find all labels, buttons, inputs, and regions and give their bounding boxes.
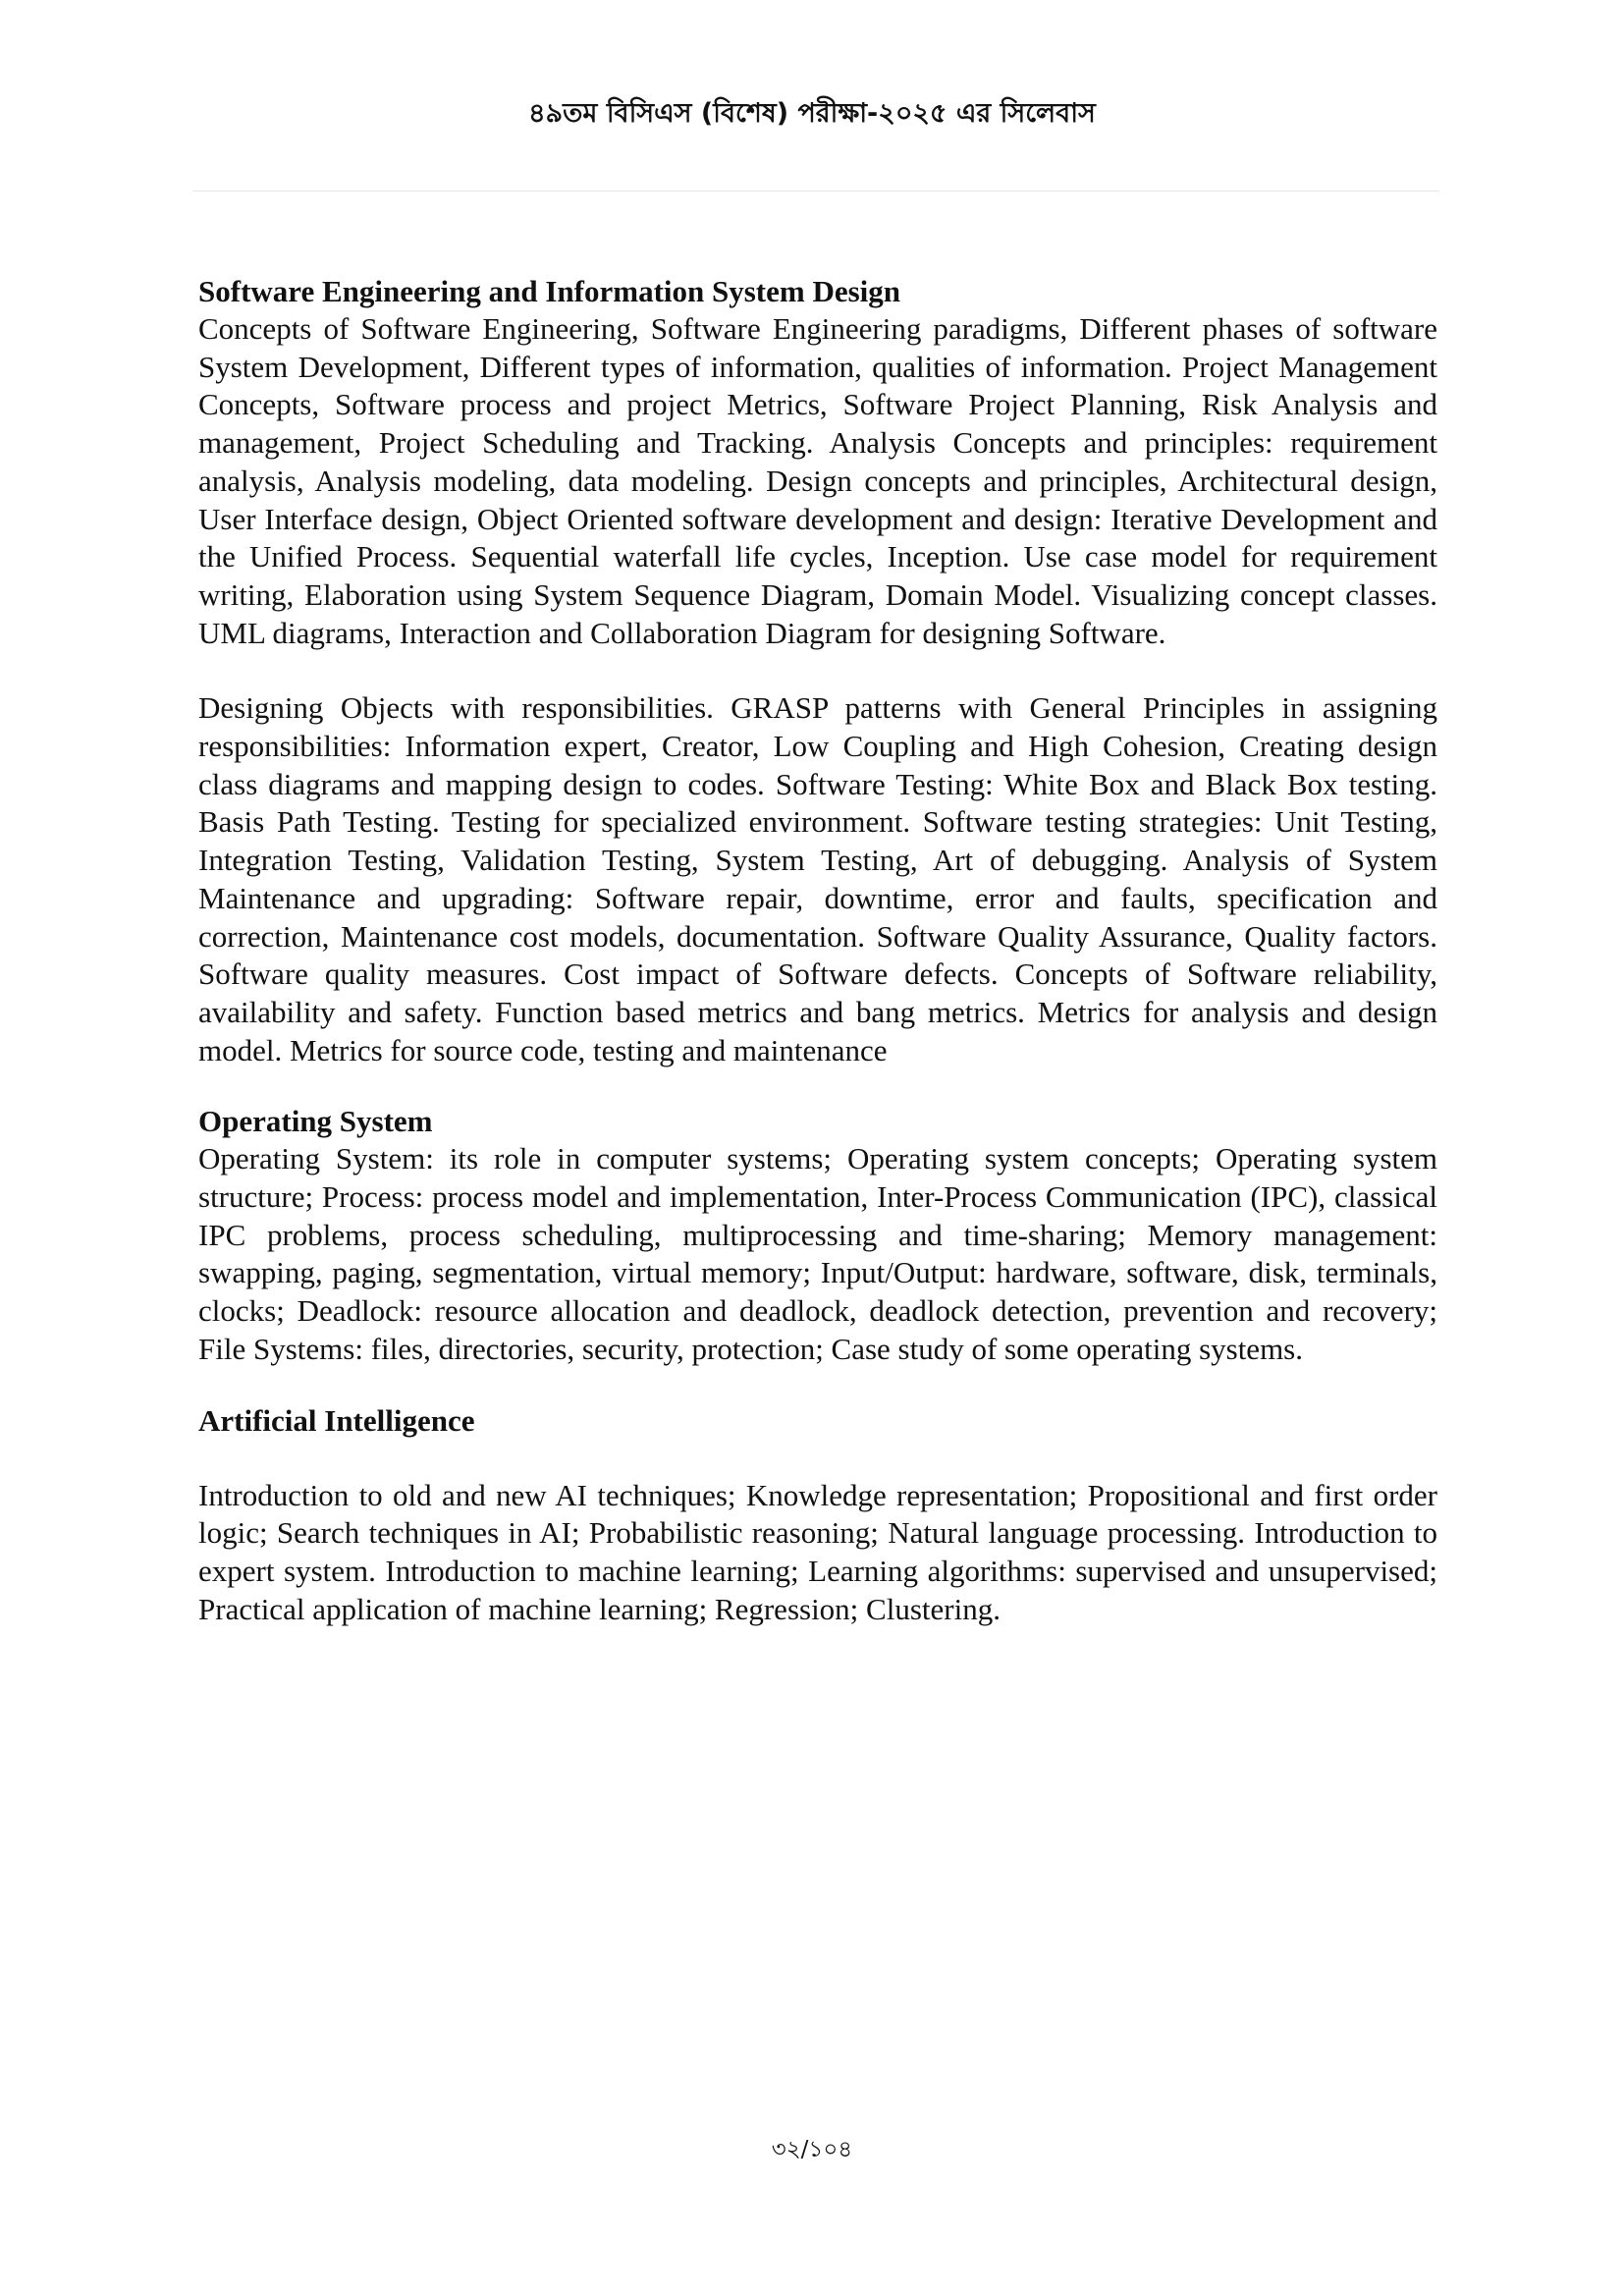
- section-spacer: [198, 1069, 1437, 1103]
- section-artificial-intelligence: [198, 1402, 1437, 1629]
- section-paragraph: Designing Objects with responsibilities. GRASP patterns with General Principles in assigning responsibilities: Information expert, Creator, Low Coupling and High Cohesion, Creating design class diagrams and mapping design to codes. Software Testing: White Box and Black Box testing. Basis Path Testing. Testing for specialized environment. Software testing strategies: Unit Testing, Integration Testing, Validation Testing, System Testing, Art of debugging. Analysis of System Maintenance and upgrading: Software repair, downtime, error and faults, specification and correction, Maintenance cost models, documentation. Software Quality Assurance, Quality factors. Software quality measures. Cost impact of Software defects. Concepts of Software reliability, availability and safety. Function based metrics and bang metrics. Metrics for analysis and design model. Metrics for source code, testing and maintenance: [198, 690, 1437, 1067]
- section-paragraph: Concepts of Software Engineering, Software Engineering paradigms, Different phases of software System Development, Different types of information, qualities of information. Project Management Concepts, Software process and project Metrics, Software Project Planning, Risk Analysis and management, Project Scheduling and Tracking. Analysis Concepts and principles: requirement analysis, Analysis modeling, data modeling. Design concepts and principles, Architectural design, User Interface design, Object Oriented software development and design: Iterative Development and the Unified Process. Sequential waterfall life cycles, Inception. Use case model for requirement writing, Elaboration using System Sequence Diagram, Domain Model. Visualizing concept classes. UML diagrams, Interaction and Collaboration Diagram for designing Software.: [198, 311, 1437, 650]
- section-software-engineering: [198, 273, 1437, 1069]
- page-number: ৩২/১০৪: [771, 2137, 853, 2162]
- document-body: [198, 273, 1437, 1628]
- section-paragraph: Introduction to old and new AI techniques; Knowledge representation; Propositional and first order logic; Search techniques in AI; Probabilistic reasoning; Natural language processing. Introduction to expert system. Introduction to machine learning; Learning algorithms: supervised and unsupervised; Practical application of machine learning; Regression; Clustering.: [198, 1477, 1437, 1626]
- section-title: Operating System: [198, 1104, 433, 1139]
- page-header-title: ৪৯তম বিসিএস (বিশেষ) পরীক্ষা-২০২৫ এর সিলেবাস: [528, 98, 1096, 129]
- section-spacer: [198, 1369, 1437, 1402]
- section-title: Software Engineering and Information System Design: [198, 274, 901, 308]
- section-operating-system: [198, 1103, 1437, 1368]
- section-title: Artificial Intelligence: [198, 1402, 475, 1438]
- paragraph-spacer: [198, 652, 1437, 689]
- section-paragraph: Operating System: its role in computer systems; Operating system concepts; Operating system structure; Process: process model and implementation, Inter-Process Communication (IPC), classical IPC problems, process scheduling, multiprocessing and time-sharing; Memory management: swapping, paging, segmentation, virtual memory; Input/Output: hardware, software, disk, terminals, clocks; Deadlock: resource allocation and deadlock, deadlock detection, prevention and recovery; File Systems: files, directories, security, protection; Case study of some operating systems.: [198, 1141, 1437, 1366]
- paragraph-spacer: [198, 1440, 1437, 1477]
